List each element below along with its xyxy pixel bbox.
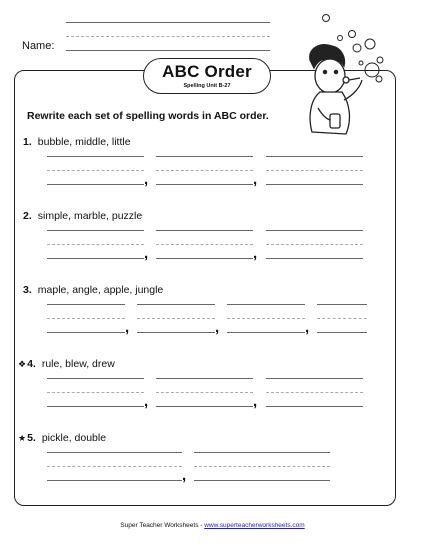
comma: ,: [182, 467, 187, 484]
answer-line[interactable]: [156, 156, 253, 190]
comma: ,: [125, 319, 130, 336]
bubble-icon: [338, 36, 343, 41]
problem-number: 2.: [23, 210, 32, 222]
comma: ,: [144, 245, 149, 262]
bubble-icon: [353, 44, 361, 52]
problem-header: [22, 136, 131, 148]
problem-header: [22, 284, 163, 296]
problem-words: pickle, double: [41, 432, 107, 444]
problem-number: 1.: [23, 136, 32, 148]
name-label: Name:: [22, 40, 55, 52]
problem-number: 3.: [23, 284, 32, 296]
name-line-top: [66, 22, 270, 23]
answer-line[interactable]: [266, 156, 363, 190]
comma: ,: [253, 245, 258, 262]
problem-header: [18, 432, 106, 444]
answer-line[interactable]: [156, 378, 253, 412]
diamond-icon: ❖: [18, 359, 27, 369]
comma: ,: [215, 319, 220, 336]
bubble-icon: [377, 57, 383, 63]
comma: ,: [253, 393, 258, 410]
answer-line[interactable]: [47, 452, 182, 486]
answer-line[interactable]: [266, 378, 363, 412]
name-area: [22, 14, 282, 56]
problem-header: [18, 358, 115, 370]
answer-line[interactable]: [227, 304, 305, 338]
problem-words: rule, blew, drew: [41, 358, 115, 370]
bubble-icon: [376, 76, 382, 82]
title-box: [143, 58, 271, 94]
star-icon: ★: [18, 433, 27, 443]
instruction-text: Rewrite each set of spelling words in ABC order.: [27, 110, 269, 122]
bubble-icon: [323, 15, 330, 22]
footer-link[interactable]: www.superteacherworksheets.com: [204, 522, 305, 529]
problem-number: 4.: [27, 358, 36, 370]
page-subtitle: Spelling Unit B-27: [183, 83, 231, 89]
problem-words: bubble, middle, little: [37, 136, 131, 148]
bubble-kid-illustration: [300, 8, 392, 148]
bubble-icon: [365, 63, 379, 77]
name-field[interactable]: [66, 50, 270, 51]
answer-line[interactable]: [266, 230, 363, 264]
answer-line[interactable]: [47, 156, 144, 190]
problem-words: maple, angle, apple, jungle: [37, 284, 164, 296]
footer: [0, 522, 425, 529]
comma: ,: [144, 393, 149, 410]
answer-line[interactable]: [47, 230, 144, 264]
bubble-icon: [359, 61, 363, 65]
bubble-icon: [349, 31, 356, 38]
answer-line[interactable]: [194, 452, 330, 486]
comma: ,: [144, 171, 149, 188]
answer-line[interactable]: [47, 304, 125, 338]
comma: ,: [253, 171, 258, 188]
answer-line[interactable]: [47, 378, 144, 412]
name-dash: [66, 36, 270, 37]
comma: ,: [305, 319, 310, 336]
bubble-icon: [365, 39, 375, 49]
problem-header: [22, 210, 142, 222]
problem-words: simple, marble, puzzle: [37, 210, 143, 222]
answer-line[interactable]: [137, 304, 215, 338]
page-title: ABC Order: [162, 62, 252, 81]
problem-number: 5.: [27, 432, 36, 444]
answer-line[interactable]: [156, 230, 253, 264]
footer-text: Super Teacher Worksheets -: [120, 522, 205, 529]
answer-line[interactable]: [317, 304, 367, 338]
